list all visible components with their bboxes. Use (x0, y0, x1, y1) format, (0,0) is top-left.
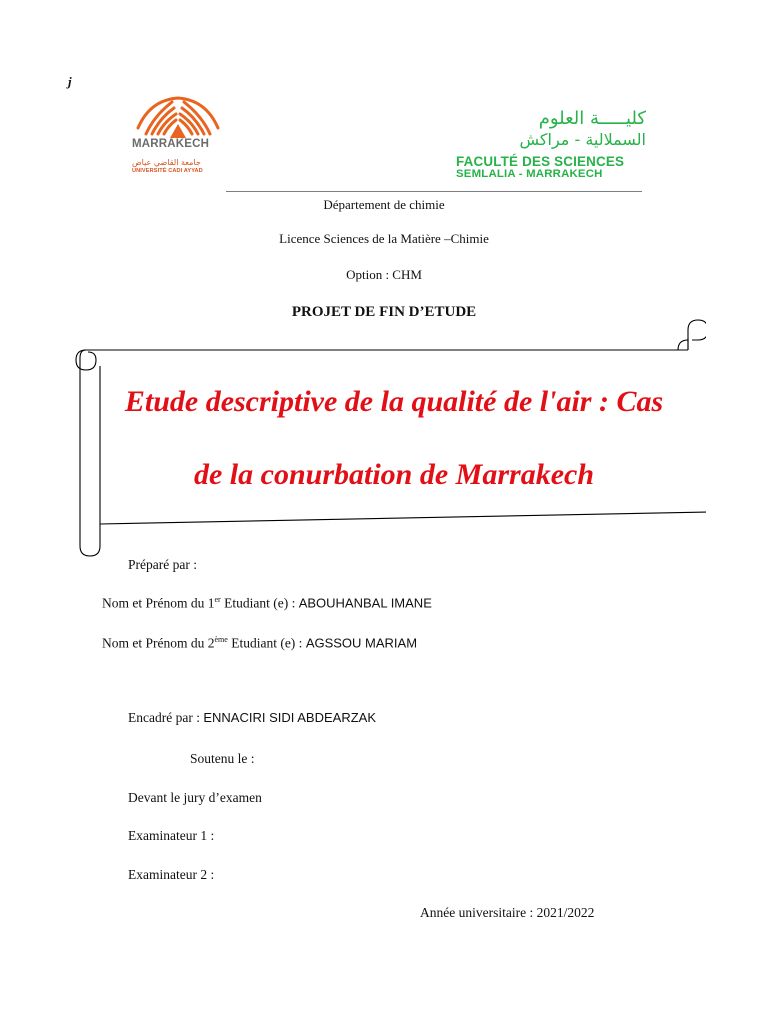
licence-line: Licence Sciences de la Matière –Chimie (279, 231, 489, 246)
academic-year: Année universitaire : 2021/2022 (420, 905, 595, 920)
uca-emblem-icon (128, 94, 228, 140)
fss-arabic-line1: كليـــــة العلوم (538, 108, 646, 129)
student1-name: ABOUHANBAL IMANE (298, 595, 432, 611)
scroll-banner (66, 318, 706, 558)
defended-label: Soutenu le : (190, 751, 255, 766)
student1-prefix: Nom et Prénom du 1 (102, 595, 215, 611)
thesis-title-line2: de la conurbation de Marrakech (193, 458, 595, 491)
thesis-title-line1: Etude descriptive de la qualité de l'air : Cas (124, 385, 664, 418)
examiner1-label: Examinateur 1 : (128, 828, 215, 843)
option-line: Option : CHM (346, 267, 422, 282)
student1-suffix: Etudiant (e) : (220, 595, 299, 611)
department-line: Département de chimie (323, 197, 445, 212)
stray-mark: j (68, 74, 72, 89)
supervisor-name: ENNACIRI SIDI ABDEARZAK (203, 710, 376, 725)
prepared-by-label: Préparé par : (128, 557, 197, 572)
uca-name: UNIVERSITÉ CADI AYYAD (132, 168, 203, 174)
fss-french-line2: SEMLALIA - MARRAKECH (456, 168, 603, 180)
student1-line (102, 595, 432, 612)
header-divider (226, 191, 642, 192)
student2-line (102, 635, 417, 652)
fss-french-line1: FACULTÉ DES SCIENCES (456, 154, 625, 169)
student2-prefix: Nom et Prénom du 2 (102, 635, 215, 651)
student2-suffix: Etudiant (e) : (227, 635, 306, 651)
student2-ordinal: ème (214, 635, 228, 644)
fss-logo (452, 110, 648, 186)
jury-label: Devant le jury d’examen (128, 790, 262, 805)
uca-city: MARRAKECH (132, 138, 210, 150)
supervisor-label: Encadré par : (128, 710, 204, 725)
project-heading: PROJET DE FIN D’ETUDE (291, 304, 477, 320)
student2-name: AGSSOU MARIAM (305, 635, 418, 651)
supervisor-line (128, 710, 376, 726)
fss-arabic-line2: السملالية - مراكش (519, 130, 646, 149)
student1-ordinal: er (214, 595, 221, 604)
uca-arabic-name: جامعة القاضي عياض (132, 158, 201, 167)
examiner2-label: Examinateur 2 : (128, 867, 215, 882)
uca-logo (128, 94, 228, 184)
